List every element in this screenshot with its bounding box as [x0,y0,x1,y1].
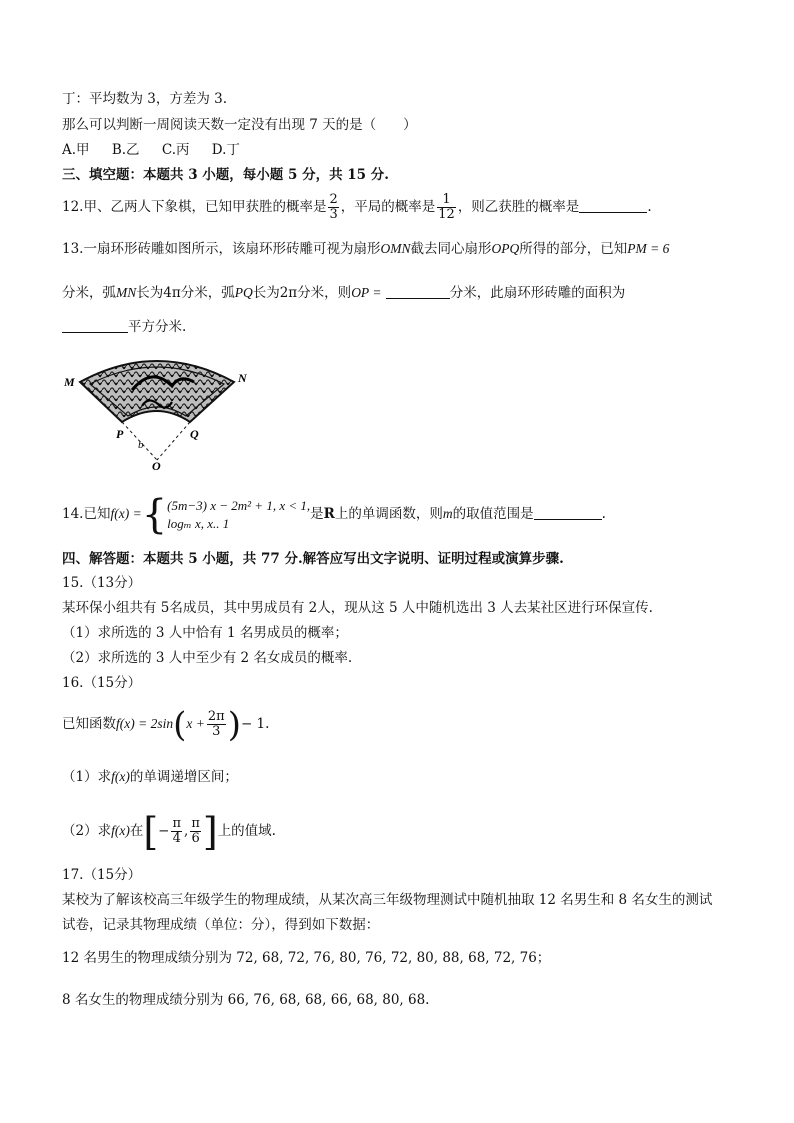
q14-suffix-a: 是 [310,506,324,522]
q12-frac-win [328,193,338,222]
q16-frac-num: 2π [207,709,225,724]
q14-answer-blank[interactable] [534,505,602,520]
label-b: b [138,439,144,451]
q13-line1-a: 13.一扇环形砖雕如图所示，该扇环形砖雕可视为扇形 [62,241,381,257]
q16-p2-fx: f(x) [111,823,130,838]
label-n: N [238,371,247,385]
q12-answer-blank[interactable] [579,198,647,213]
q17-male-scores: 12 名男生的物理成绩分别为 72, 68, 72, 76, 80, 76, 72, 80, 88, 68, 72, 76； [62,950,551,966]
q14-m: m [442,506,453,521]
q13-line1 [62,240,669,258]
q16-p2-c: 上的值域. [217,823,276,839]
q12-frac-win-num: 2 [329,192,338,207]
q13-line3-text: 平方分米. [128,319,187,335]
q11-ding-line: 丁：平均数为 3，方差为 3. [62,91,228,107]
q13-line2-b: 长为4π分米，弧 [136,285,235,301]
q16-bracket-close: ] [202,810,218,854]
q13-line2 [62,284,625,302]
q16-p1-a: （1）求 [62,769,112,785]
q13-mn: MN [116,285,137,300]
q16-int-frac2 [190,817,201,846]
q14-prefix: 14.已知 [62,506,111,522]
q14-line: 14.已知f(x) ={ (5m−3) x − 2m² + 1, x < 1, logₘ x, x.. 1 是R上的单调函数，则m的取值范围是 . [62,492,606,538]
q13-line1-b: 截去同心扇形 [410,241,492,257]
q16-int-frac1-num: π [172,816,182,831]
q12-line: 12.甲、乙两人下象棋，已知甲获胜的概率是 $\frac{2}{3}$ ，平局的概率是 $\frac{1}{12}$ ，则乙获胜的概率是 . [62,192,652,222]
q12-part1: 12.甲、乙两人下象棋，已知甲获胜的概率是 [62,199,327,215]
q16-stem [62,703,269,745]
q16-p2-a: （2）求 [62,823,112,839]
q12-part3: ，则乙获胜的概率是 [457,199,580,215]
sector-ring-diagram [62,346,252,472]
q16-p1-b: 的单调递增区间； [129,769,238,785]
q17-stem1: 某校为了解该校高三年级学生的物理成绩，从某次高三年级物理测试中随机抽取 12 名男生和 8 名女生的测试 [62,892,713,908]
q14-suffix-c: 的取值范围是 [452,506,534,522]
q11-option-c: C.丙 [161,142,190,158]
q12-frac-draw-den: 12 [438,207,455,222]
q16-paren-open: ( [173,705,187,745]
q14-case1: (5m−3) x − 2m² + 1, x < 1, [167,497,311,513]
q15-part2: （2）求所选的 3 人中至少有 2 名女成员的概率. [62,650,353,666]
q17-stem2: 试卷，记录其物理成绩（单位：分），得到如下数据： [62,917,380,933]
q13-omn: OMN [380,241,411,256]
q14-brace: { [141,492,168,538]
q16-int-frac2-num: π [191,816,200,831]
q12-frac-draw [437,193,456,222]
q16-fx: f(x) = 2sin [116,716,174,731]
q17-female-scores: 8 名女生的物理成绩分别为 66, 76, 68, 68, 66, 68, 80, 68. [62,992,430,1008]
q13-line1-c: 所得的部分，已知 [519,241,628,257]
q12-frac-win-den: 3 [329,207,338,222]
q16-tail: − 1. [240,716,270,732]
q16-frac [207,710,226,739]
q16-part1 [62,768,238,786]
q12-part2: ，平局的概率是 [340,199,436,215]
radius-oq [157,422,190,460]
q11-options [62,141,258,159]
label-q: Q [190,427,199,441]
section4-heading: 四、解答题：本题共 5 小题，共 77 分.解答应写出文字说明、证明过程或演算步骤. [62,551,564,567]
q14-suffix-b: 上的单调函数，则 [334,506,443,522]
section3-heading: 三、填空题：本题共 3 小题，每小题 5 分，共 15 分. [62,167,389,183]
q16-int-comma: , [184,823,189,839]
label-o: O [152,459,161,472]
q13-line3 [62,318,186,336]
q17-header: 17.（15分） [62,867,142,883]
q14-R: R [323,506,335,522]
label-p: P [116,427,124,441]
q16-header: 16.（15分） [62,675,142,691]
q16-arg-x: x + [186,716,205,731]
q16-paren-close: ) [227,705,241,745]
q13-line2-d: 分米，此扇环形砖雕的面积为 [449,285,626,301]
q13-figure [62,346,252,472]
q16-part2 [62,810,276,852]
q16-p1-fx: f(x) [111,769,130,784]
q14-case2: logₘ x, x.. 1 [167,515,230,531]
q13-line2-a: 分米，弧 [62,285,116,301]
q16-p2-b: 在 [129,823,144,839]
q13-pq: PQ [234,285,253,300]
sector-ring-shape [80,361,234,422]
q15-stem: 某环保小组共有 5名成员，其中男成员有 2人，现从这 5 人中随机选出 3 人去某社区进行环保宣传. [62,600,653,616]
q13-op-eq: OP = [351,285,382,300]
q14-cases [167,497,310,533]
q13-opq: OPQ [491,241,520,256]
q16-int-frac1-den: 4 [172,831,181,846]
q11-option-a: A.甲 [62,142,90,158]
label-m: M [64,375,75,389]
q12-frac-draw-num: 1 [442,192,451,207]
q16-int-frac2-den: 6 [191,831,200,846]
q16-int-neg: − [158,823,170,839]
q15-part1: （1）求所选的 3 人中恰有 1 名男成员的概率； [62,625,348,641]
q13-answer-blank-2[interactable] [62,318,128,333]
q16-int-frac1 [171,817,182,846]
q13-answer-blank-1[interactable] [386,284,450,299]
q16-stem-a: 已知函数 [62,716,116,732]
q11-option-b: B.乙 [111,142,140,158]
q16-bracket-open: [ [143,810,159,854]
q13-line2-c: 长为2π分米，则 [252,285,352,301]
q11-stem: 那么可以判断一周阅读天数一定没有出现 7 天的是（ ） [62,117,417,133]
q15-header: 15.（13分） [62,575,142,591]
q14-fx: f(x) = [110,506,142,521]
q16-frac-den: 3 [207,724,226,739]
q11-option-d: D.丁 [211,142,240,158]
q13-pm-eq: PM = 6 [627,241,670,256]
